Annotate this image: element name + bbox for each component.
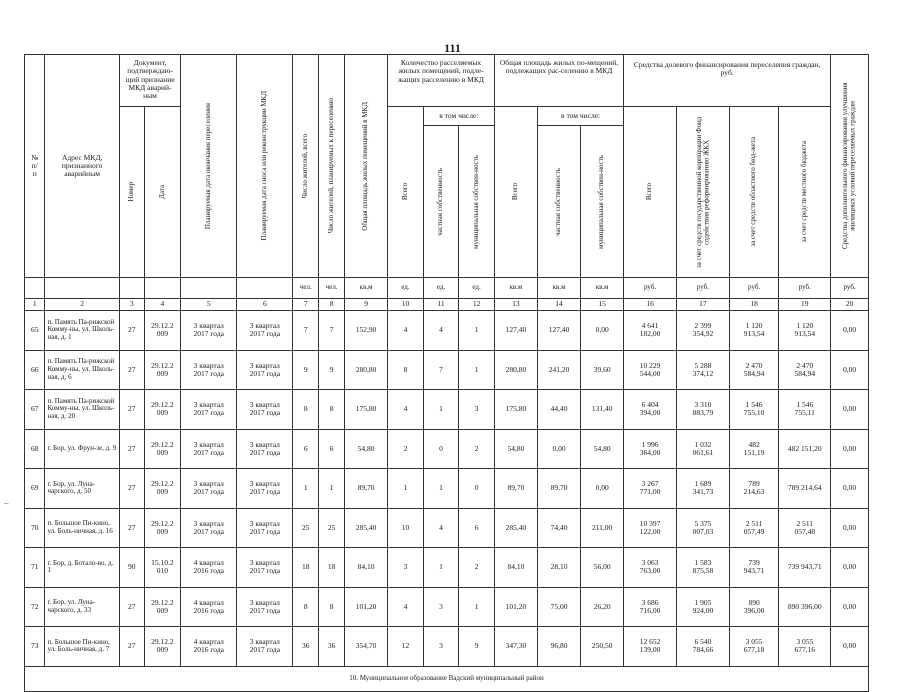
hdr-address: Адрес МКД, признанного аварийным: [45, 55, 119, 278]
address-cell: п. Память Па-рижской Комму-ны, ул. Школь-ная, д. 1: [45, 311, 119, 351]
column-index-cell: 12: [459, 299, 495, 311]
column-index-cell: 7: [293, 299, 319, 311]
table-cell: 12 652 139,00: [624, 627, 677, 667]
unit-cell: [45, 278, 119, 299]
table-cell: 27: [119, 469, 144, 509]
column-index-cell: 11: [423, 299, 459, 311]
table-cell: 2 470 584,94: [779, 350, 831, 390]
table-cell: 101,20: [494, 587, 537, 627]
table-cell: 2 511 057,49: [729, 508, 779, 548]
table-cell: 4 квартал 2016 года: [181, 627, 237, 667]
table-cell: 3 квартал 2017 года: [181, 469, 237, 509]
unit-cell: чел.: [319, 278, 345, 299]
column-index-cell: 14: [537, 299, 580, 311]
table-cell: 2 399 354,92: [677, 311, 730, 351]
table-cell: 6: [319, 429, 345, 469]
table-cell: 3 квартал 2017 года: [181, 311, 237, 351]
table-cell: 1: [388, 469, 424, 509]
table-cell: 25: [293, 508, 319, 548]
column-index-cell: 8: [319, 299, 345, 311]
unit-cell: руб.: [831, 278, 869, 299]
table-cell: 65: [25, 311, 45, 351]
table-cell: 3 квартал 2017 года: [237, 548, 293, 588]
table-cell: 1 689 341,73: [677, 469, 730, 509]
table-cell: 5 375 007,03: [677, 508, 730, 548]
unit-cell: [119, 278, 144, 299]
table-cell: 89,70: [345, 469, 388, 509]
column-index-cell: 10: [388, 299, 424, 311]
table-cell: 18: [319, 548, 345, 588]
table-cell: 3: [459, 390, 495, 430]
hdr-area-municipal: муниципальная собствен-ность: [597, 154, 606, 249]
unit-cell: руб.: [779, 278, 831, 299]
table-cell: 8: [319, 587, 345, 627]
table-cell: 3 квартал 2017 года: [237, 350, 293, 390]
table-cell: 3 квартал 2017 года: [181, 390, 237, 430]
unit-cell: руб.: [624, 278, 677, 299]
table-cell: 6 540 784,66: [677, 627, 730, 667]
table-cell: 241,20: [537, 350, 580, 390]
table-cell: 29.12.2 009: [144, 587, 181, 627]
column-index-cell: 15: [581, 299, 624, 311]
table-row: [25, 311, 869, 351]
table-cell: 56,00: [581, 548, 624, 588]
table-cell: 2 511 057,48: [779, 508, 831, 548]
table-cell: 280,80: [345, 350, 388, 390]
table-cell: 1: [459, 587, 495, 627]
table-cell: 27: [119, 311, 144, 351]
hdr-regional: за счет средств областного бюд-жета: [749, 137, 758, 247]
address-cell: п. Большое Пи-кино, ул. Боль-ничная, д. 7: [45, 627, 119, 667]
margin-mark: –: [4, 498, 9, 508]
table-cell: 3 686 716,00: [624, 587, 677, 627]
table-cell: 1 546 755,11: [779, 390, 831, 430]
table-cell: 0,00: [581, 311, 624, 351]
table-cell: 3 квартал 2017 года: [237, 587, 293, 627]
column-index-cell: 3: [119, 299, 144, 311]
unit-cell: ед.: [423, 278, 459, 299]
table-cell: 789 214,64: [779, 469, 831, 509]
hdr-area-private: частная собственность: [554, 167, 563, 236]
table-cell: 482 151,19: [729, 429, 779, 469]
hdr-rooms-group: Количество расселяемых жилых помещений, подле-жащих расселению в МКД: [388, 55, 495, 107]
table-cell: 6: [459, 508, 495, 548]
unit-cell: кв.м: [581, 278, 624, 299]
table-cell: 482 151,20: [779, 429, 831, 469]
table-cell: 10 397 122,00: [624, 508, 677, 548]
table-cell: 9: [319, 350, 345, 390]
table-cell: 3 квартал 2017 года: [237, 429, 293, 469]
column-index-cell: 20: [831, 299, 869, 311]
address-cell: п. Память Па-рижской Комму-ны, ул. Школь-ная, д. 6: [45, 350, 119, 390]
table-cell: 29.12.2 009: [144, 469, 181, 509]
table-cell: 2 470 584,94: [729, 350, 779, 390]
column-index-cell: 6: [237, 299, 293, 311]
table-cell: 4 квартал 2016 года: [181, 587, 237, 627]
table-cell: 1 996 364,00: [624, 429, 677, 469]
unit-cell: кв.м: [494, 278, 537, 299]
hdr-total-area: Общая площадь жилых помещений в МКД: [361, 101, 370, 231]
table-cell: 4 641 182,00: [624, 311, 677, 351]
table-row: [25, 350, 869, 390]
table-cell: 29.12.2 009: [144, 350, 181, 390]
table-cell: 27: [119, 390, 144, 430]
table-cell: 0,00: [831, 548, 869, 588]
table-cell: 1 120 913,54: [729, 311, 779, 351]
table-cell: 789 214,63: [729, 469, 779, 509]
column-index-cell: 4: [144, 299, 181, 311]
unit-cell: руб.: [729, 278, 779, 299]
table-cell: 4: [388, 390, 424, 430]
table-cell: 10: [388, 508, 424, 548]
unit-cell: [237, 278, 293, 299]
hdr-residents-total: Число жителей, всего: [301, 133, 310, 199]
table-cell: 27: [119, 429, 144, 469]
table-cell: 1: [319, 469, 345, 509]
table-cell: 1 583 875,58: [677, 548, 730, 588]
table-cell: 75,00: [537, 587, 580, 627]
table-cell: 9: [459, 627, 495, 667]
hdr-funding-group: Средства долевого финансирования переселения граждан, руб.: [624, 55, 831, 107]
table-cell: 0,00: [831, 390, 869, 430]
column-index-cell: 13: [494, 299, 537, 311]
table-cell: 2: [459, 429, 495, 469]
table-cell: 347,30: [494, 627, 537, 667]
unit-cell: ед.: [459, 278, 495, 299]
table-cell: 54,80: [345, 429, 388, 469]
table-cell: 0: [459, 469, 495, 509]
page-number: 111: [444, 41, 461, 55]
table-cell: 84,10: [345, 548, 388, 588]
table-cell: 4 квартал 2016 года: [181, 548, 237, 588]
table-cell: 3 квартал 2017 года: [237, 469, 293, 509]
table-cell: 3 267 771,00: [624, 469, 677, 509]
hdr-local: за счет средств местного бюджета: [800, 141, 809, 243]
table-row: [25, 390, 869, 430]
table-cell: 1: [459, 311, 495, 351]
table-row: [25, 548, 869, 588]
table-cell: 1 546 755,10: [729, 390, 779, 430]
table-cell: 3 310 883,79: [677, 390, 730, 430]
table-cell: 96,80: [537, 627, 580, 667]
table-cell: 0,00: [831, 311, 869, 351]
table-cell: 29.12.2 009: [144, 429, 181, 469]
address-cell: п. Память Па-рижской Комму-ны, ул. Школь-ная, д. 20: [45, 390, 119, 430]
address-cell: п. Большое Пи-кино, ул. Боль-ничная, д. 16: [45, 508, 119, 548]
table-cell: 739 943,71: [729, 548, 779, 588]
table-cell: 7: [423, 350, 459, 390]
address-cell: г. Бор, ул. Луна-чарского, д. 50: [45, 469, 119, 509]
table-cell: 890 396,00: [779, 587, 831, 627]
hdr-additional: Средства дополнительного финансирования улучшения жилищных условий переселяемых граждан: [841, 82, 857, 250]
table-cell: 44,40: [537, 390, 580, 430]
table-cell: 1: [423, 390, 459, 430]
address-cell: г. Бор, ул. Фрун-зе, д. 9: [45, 429, 119, 469]
table-cell: 25: [319, 508, 345, 548]
table-cell: 3: [423, 627, 459, 667]
hdr-residents-planned: Число жителей, планируемых к переселению: [326, 98, 335, 234]
table-cell: 8: [319, 390, 345, 430]
table-cell: 54,80: [494, 429, 537, 469]
table-cell: 89,70: [537, 469, 580, 509]
table-cell: 3 квартал 2017 года: [181, 508, 237, 548]
unit-cell: ед.: [388, 278, 424, 299]
table-cell: 0,00: [581, 469, 624, 509]
table-row: [25, 508, 869, 548]
unit-cell: чел.: [293, 278, 319, 299]
table-cell: 6 404 394,00: [624, 390, 677, 430]
table-cell: 1 120 913,54: [779, 311, 831, 351]
column-index-cell: 16: [624, 299, 677, 311]
table-cell: 68: [25, 429, 45, 469]
table-cell: 66: [25, 350, 45, 390]
table-cell: 890 396,00: [729, 587, 779, 627]
hdr-area-group: Общая площадь жилых по-мещений, подлежащих рас-селению в МКД: [494, 55, 623, 107]
table-cell: 4: [388, 311, 424, 351]
table-cell: 26,20: [581, 587, 624, 627]
table-cell: 8: [388, 350, 424, 390]
table-cell: 3: [423, 587, 459, 627]
table-cell: 8: [293, 390, 319, 430]
hdr-doc-date: Дата: [157, 185, 166, 199]
table-cell: 4: [423, 311, 459, 351]
address-cell: г. Бор, ул. Луна-чарского, д. 33: [45, 587, 119, 627]
table-cell: 8: [293, 587, 319, 627]
hdr-planned-end: Планируемая дата окончания переселения: [204, 102, 213, 230]
table-cell: 3 квартал 2017 года: [237, 508, 293, 548]
table-cell: 29.12.2 009: [144, 627, 181, 667]
column-index-cell: 1: [25, 299, 45, 311]
table-cell: 5 288 374,12: [677, 350, 730, 390]
table-cell: 4: [388, 587, 424, 627]
table-cell: 285,40: [345, 508, 388, 548]
table-cell: 1: [293, 469, 319, 509]
table-cell: 152,90: [345, 311, 388, 351]
table-cell: 70: [25, 508, 45, 548]
column-index-cell: 18: [729, 299, 779, 311]
address-cell: г. Бор, д. Ботало-во, д. 1: [45, 548, 119, 588]
hdr-area-total: Всего: [511, 183, 520, 201]
table-cell: 12: [388, 627, 424, 667]
unit-cell: [181, 278, 237, 299]
column-index-cell: 2: [45, 299, 119, 311]
table-cell: 1: [459, 350, 495, 390]
table-cell: 354,70: [345, 627, 388, 667]
table-cell: 29.12.2 009: [144, 508, 181, 548]
table-cell: 73: [25, 627, 45, 667]
section-title: 10. Муниципальное образование Вадский муниципальный район: [25, 666, 869, 691]
hdr-area-including: в том числе:: [537, 107, 623, 126]
index-row: [25, 299, 869, 311]
table-cell: 3 063 763,00: [624, 548, 677, 588]
table-cell: 74,40: [537, 508, 580, 548]
table-cell: 36: [319, 627, 345, 667]
table-cell: 54,80: [581, 429, 624, 469]
table-cell: 0,00: [831, 350, 869, 390]
table-cell: 101,20: [345, 587, 388, 627]
table-cell: 0: [423, 429, 459, 469]
table-cell: 36: [293, 627, 319, 667]
table-cell: 3 055 677,18: [729, 627, 779, 667]
column-index-cell: 5: [181, 299, 237, 311]
unit-cell: [144, 278, 181, 299]
table-cell: 3 квартал 2017 года: [181, 350, 237, 390]
hdr-fund: за счет средств государственной корпорации Фонд содействия реформированию ЖКХ: [694, 116, 710, 268]
table-cell: 0,00: [831, 627, 869, 667]
table-cell: 0,00: [831, 587, 869, 627]
table-cell: 1: [423, 548, 459, 588]
table-cell: 28,10: [537, 548, 580, 588]
hdr-rooms-private: частная собственность: [436, 167, 445, 236]
column-index-cell: 19: [779, 299, 831, 311]
table-cell: 9: [293, 350, 319, 390]
table-cell: 0,00: [831, 508, 869, 548]
table-cell: 69: [25, 469, 45, 509]
table-cell: 39,60: [581, 350, 624, 390]
table-cell: 7: [319, 311, 345, 351]
unit-cell: руб.: [677, 278, 730, 299]
unit-cell: [25, 278, 45, 299]
table-cell: 2: [459, 548, 495, 588]
table-cell: 175,80: [494, 390, 537, 430]
table-cell: 0,00: [831, 429, 869, 469]
table-cell: 280,80: [494, 350, 537, 390]
table-cell: 3 квартал 2017 года: [237, 311, 293, 351]
units-row: [25, 278, 869, 299]
table-row: [25, 469, 869, 509]
table-cell: 90: [119, 548, 144, 588]
hdr-rooms-including: в том числе:: [423, 107, 494, 126]
unit-cell: кв.м: [537, 278, 580, 299]
table-cell: 7: [293, 311, 319, 351]
table-cell: 3 квартал 2017 года: [237, 627, 293, 667]
table-cell: 29.12.2 009: [144, 311, 181, 351]
table-cell: 27: [119, 508, 144, 548]
table-cell: 3 квартал 2017 года: [237, 390, 293, 430]
table-cell: 250,50: [581, 627, 624, 667]
hdr-num: № п/ п: [25, 55, 45, 278]
table-row: [25, 587, 869, 627]
table-cell: 0,00: [831, 469, 869, 509]
table-cell: 211,00: [581, 508, 624, 548]
hdr-rooms-total: Всего: [400, 183, 409, 201]
table-cell: 1: [423, 469, 459, 509]
table-cell: 0,00: [537, 429, 580, 469]
table-cell: 175,80: [345, 390, 388, 430]
column-index-cell: 9: [345, 299, 388, 311]
hdr-doc-number: Номер: [127, 182, 136, 202]
table-row: [25, 429, 869, 469]
hdr-planned-demolition: Планируемая дата сноса или реконструкции МКД: [260, 91, 269, 241]
hdr-document: Документ, подтверждаю- щий признание МКД аварий- ным: [119, 55, 180, 107]
table-cell: 27: [119, 627, 144, 667]
table-cell: 127,40: [494, 311, 537, 351]
table-cell: 285,40: [494, 508, 537, 548]
table-cell: 15.10.2 010: [144, 548, 181, 588]
table-cell: 127,40: [537, 311, 580, 351]
table-row: [25, 627, 869, 667]
table-cell: 18: [293, 548, 319, 588]
table-cell: 3 055 677,16: [779, 627, 831, 667]
table-cell: 1 032 061,61: [677, 429, 730, 469]
table-cell: 29.12.2 009: [144, 390, 181, 430]
table-cell: 2: [388, 429, 424, 469]
table-cell: 10 229 544,00: [624, 350, 677, 390]
column-index-cell: 17: [677, 299, 730, 311]
table-cell: 131,40: [581, 390, 624, 430]
table-cell: 4: [423, 508, 459, 548]
table-cell: 71: [25, 548, 45, 588]
table-cell: 72: [25, 587, 45, 627]
table-cell: 27: [119, 350, 144, 390]
table-cell: 84,10: [494, 548, 537, 588]
table-cell: 3: [388, 548, 424, 588]
hdr-rooms-municipal: муниципальная собствен-ность: [471, 154, 480, 249]
table-cell: 6: [293, 429, 319, 469]
table-cell: 67: [25, 390, 45, 430]
hdr-funding-total: Всего: [645, 183, 654, 201]
table-cell: 739 943,71: [779, 548, 831, 588]
table-cell: 27: [119, 587, 144, 627]
table-cell: 89,70: [494, 469, 537, 509]
table-cell: 3 квартал 2017 года: [181, 429, 237, 469]
unit-cell: кв.м: [345, 278, 388, 299]
table-cell: 1 905 924,00: [677, 587, 730, 627]
resettlement-table: [24, 54, 869, 692]
